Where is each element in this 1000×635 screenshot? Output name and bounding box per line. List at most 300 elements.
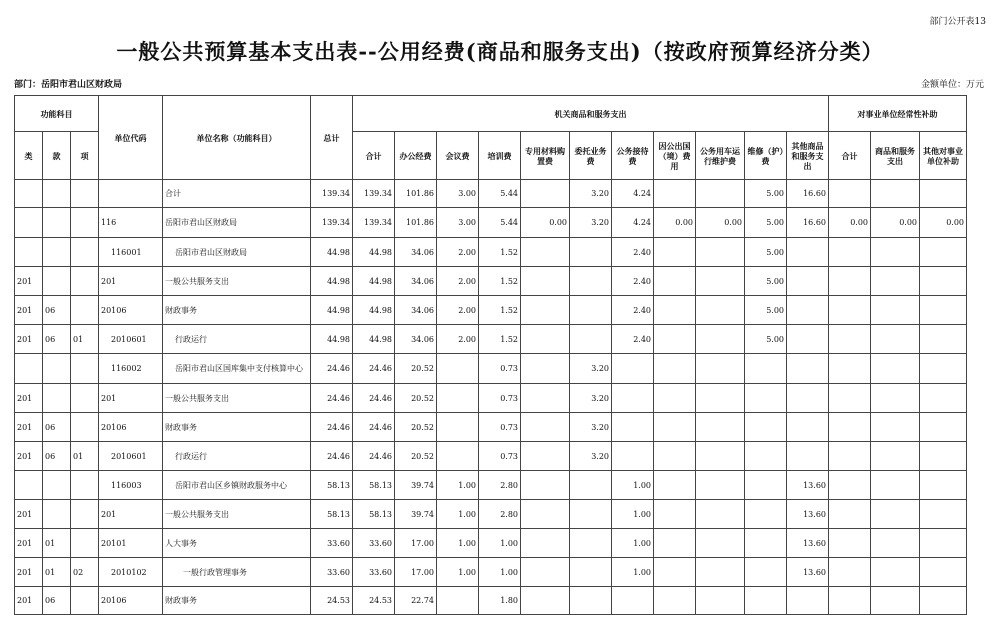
- header-lei: 类: [15, 132, 43, 180]
- cell-value: 101.86: [395, 208, 437, 238]
- cell-value: 2.00: [437, 325, 479, 354]
- header-office-col: 合计: [353, 132, 395, 180]
- header-office-col: 会议费: [437, 132, 479, 180]
- cell-value: 139.34: [353, 208, 395, 238]
- cell-value: 24.46: [353, 442, 395, 471]
- cell-value: [437, 587, 479, 615]
- cell-kuan: [43, 180, 71, 208]
- cell-lei: [15, 471, 43, 500]
- cell-value: [521, 413, 570, 442]
- cell-lei: 201: [15, 267, 43, 296]
- cell-value: [654, 180, 696, 208]
- cell-value: 33.60: [353, 558, 395, 587]
- table-row: [15, 587, 967, 615]
- header-office-col: 办公经费: [395, 132, 437, 180]
- cell-value: 2.00: [437, 238, 479, 267]
- header-group-office: 机关商品和服务支出: [353, 96, 829, 132]
- cell-value: [521, 267, 570, 296]
- table-row: [15, 238, 967, 267]
- cell-kuan: [43, 267, 71, 296]
- cell-value: 24.46: [311, 354, 353, 384]
- cell-value: 44.98: [311, 325, 353, 354]
- cell-xiang: [71, 587, 99, 615]
- cell-value: [787, 413, 829, 442]
- header-func-subject: 功能科目: [15, 96, 99, 132]
- cell-kuan: 01: [43, 529, 71, 558]
- cell-value: 1.52: [479, 238, 521, 267]
- table-row: [15, 500, 967, 529]
- table-row: [15, 180, 967, 208]
- cell-value: [745, 500, 787, 529]
- cell-value: [871, 413, 920, 442]
- cell-lei: 201: [15, 529, 43, 558]
- cell-xiang: [71, 208, 99, 238]
- cell-unit-code: 201: [99, 500, 163, 529]
- cell-unit-code: 201: [99, 384, 163, 413]
- cell-value: 24.46: [353, 354, 395, 384]
- table-row: [15, 296, 967, 325]
- cell-xiang: [71, 384, 99, 413]
- cell-value: [745, 413, 787, 442]
- header-total: 总计: [311, 96, 353, 180]
- cell-unit-code: 2010601: [99, 325, 163, 354]
- cell-value: 44.98: [311, 267, 353, 296]
- cell-value: [829, 587, 871, 615]
- cell-value: [437, 442, 479, 471]
- cell-value: [696, 180, 745, 208]
- cell-value: 16.60: [787, 180, 829, 208]
- cell-value: [829, 529, 871, 558]
- cell-value: [696, 413, 745, 442]
- cell-value: 0.73: [479, 384, 521, 413]
- header-subsidy-col: 合计: [829, 132, 871, 180]
- cell-xiang: [71, 413, 99, 442]
- cell-value: 39.74: [395, 471, 437, 500]
- cell-value: [696, 558, 745, 587]
- corner-label: 部门公开表13: [929, 17, 986, 27]
- cell-value: [696, 267, 745, 296]
- cell-value: 0.00: [521, 208, 570, 238]
- cell-value: 0.73: [479, 442, 521, 471]
- cell-value: 0.00: [696, 208, 745, 238]
- cell-kuan: 06: [43, 296, 71, 325]
- cell-value: [745, 384, 787, 413]
- cell-value: [871, 384, 920, 413]
- cell-value: 3.20: [570, 442, 612, 471]
- table-row: [15, 529, 967, 558]
- cell-value: [654, 296, 696, 325]
- cell-value: [920, 325, 967, 354]
- cell-value: [787, 238, 829, 267]
- cell-value: [654, 529, 696, 558]
- cell-value: 0.00: [920, 208, 967, 238]
- cell-value: 17.00: [395, 558, 437, 587]
- cell-value: [654, 384, 696, 413]
- cell-unit-code: 20101: [99, 529, 163, 558]
- cell-value: [871, 354, 920, 384]
- cell-value: 34.06: [395, 267, 437, 296]
- cell-value: 34.06: [395, 296, 437, 325]
- cell-lei: 201: [15, 325, 43, 354]
- cell-value: 2.80: [479, 500, 521, 529]
- header-office-col: 维修（护）费: [745, 132, 787, 180]
- cell-xiang: [71, 529, 99, 558]
- cell-xiang: [71, 296, 99, 325]
- cell-value: 24.46: [311, 384, 353, 413]
- cell-unit-code: 116003: [99, 471, 163, 500]
- cell-value: 44.98: [353, 296, 395, 325]
- header-unit-name: 单位名称（功能科目）: [163, 96, 311, 180]
- cell-value: 139.34: [311, 208, 353, 238]
- table-row: [15, 413, 967, 442]
- cell-value: [787, 587, 829, 615]
- cell-value: 44.98: [353, 325, 395, 354]
- cell-kuan: 01: [43, 558, 71, 587]
- cell-value: [871, 587, 920, 615]
- cell-lei: 201: [15, 500, 43, 529]
- cell-value: 20.52: [395, 354, 437, 384]
- cell-value: [829, 384, 871, 413]
- cell-value: 22.74: [395, 587, 437, 615]
- cell-value: 4.24: [612, 180, 654, 208]
- cell-value: 0.00: [829, 208, 871, 238]
- cell-value: [437, 413, 479, 442]
- table-row: [15, 354, 967, 384]
- cell-unit-name: 一般公共服务支出: [163, 384, 311, 413]
- cell-value: [570, 587, 612, 615]
- cell-value: 1.52: [479, 267, 521, 296]
- cell-value: 34.06: [395, 325, 437, 354]
- cell-value: 44.98: [311, 296, 353, 325]
- cell-value: [570, 558, 612, 587]
- cell-value: [829, 325, 871, 354]
- cell-lei: 201: [15, 384, 43, 413]
- cell-value: [829, 267, 871, 296]
- cell-value: [654, 587, 696, 615]
- cell-value: 1.52: [479, 296, 521, 325]
- cell-value: 2.00: [437, 296, 479, 325]
- cell-lei: 201: [15, 413, 43, 442]
- cell-value: [696, 500, 745, 529]
- cell-unit-code: [99, 180, 163, 208]
- cell-value: [654, 471, 696, 500]
- cell-value: 1.00: [612, 500, 654, 529]
- cell-lei: 201: [15, 558, 43, 587]
- cell-value: 44.98: [353, 267, 395, 296]
- cell-value: [829, 442, 871, 471]
- page-title: 一般公共预算基本支出表--公用经费(商品和服务支出)（按政府预算经济分类）: [116, 39, 884, 64]
- cell-value: 5.00: [745, 325, 787, 354]
- cell-kuan: 06: [43, 442, 71, 471]
- cell-value: 1.00: [612, 529, 654, 558]
- cell-value: 5.44: [479, 208, 521, 238]
- header-office-col: 因公出国（境）费用: [654, 132, 696, 180]
- cell-value: [787, 296, 829, 325]
- cell-value: [920, 529, 967, 558]
- cell-kuan: 06: [43, 587, 71, 615]
- cell-value: [696, 471, 745, 500]
- cell-unit-name: 岳阳市君山区乡镇财政服务中心: [163, 471, 311, 500]
- cell-value: 5.00: [745, 296, 787, 325]
- cell-unit-name: 财政事务: [163, 296, 311, 325]
- cell-value: [871, 529, 920, 558]
- cell-unit-code: 20106: [99, 413, 163, 442]
- cell-value: 3.20: [570, 208, 612, 238]
- cell-value: [654, 413, 696, 442]
- cell-unit-code: 116001: [99, 238, 163, 267]
- table-row: [15, 471, 967, 500]
- cell-value: [570, 500, 612, 529]
- cell-value: 20.52: [395, 384, 437, 413]
- cell-value: [654, 558, 696, 587]
- cell-value: [521, 500, 570, 529]
- cell-value: [521, 354, 570, 384]
- header-office-col: 委托业务费: [570, 132, 612, 180]
- cell-value: 5.00: [745, 267, 787, 296]
- cell-kuan: [43, 354, 71, 384]
- cell-value: 0.00: [654, 208, 696, 238]
- cell-value: [829, 180, 871, 208]
- cell-kuan: 06: [43, 325, 71, 354]
- cell-value: 0.73: [479, 413, 521, 442]
- cell-value: 5.00: [745, 180, 787, 208]
- cell-value: [521, 587, 570, 615]
- cell-value: [920, 558, 967, 587]
- cell-unit-name: 人大事务: [163, 529, 311, 558]
- cell-value: [696, 296, 745, 325]
- cell-value: [696, 325, 745, 354]
- cell-value: 2.40: [612, 267, 654, 296]
- cell-value: [871, 238, 920, 267]
- cell-value: [654, 500, 696, 529]
- cell-unit-code: 116002: [99, 354, 163, 384]
- cell-value: [654, 442, 696, 471]
- cell-value: 33.60: [311, 529, 353, 558]
- cell-value: 17.00: [395, 529, 437, 558]
- cell-unit-code: 2010102: [99, 558, 163, 587]
- cell-value: 5.00: [745, 208, 787, 238]
- cell-value: [521, 384, 570, 413]
- cell-value: 16.60: [787, 208, 829, 238]
- cell-kuan: [43, 384, 71, 413]
- cell-value: 13.60: [787, 529, 829, 558]
- cell-value: 1.00: [479, 529, 521, 558]
- cell-lei: [15, 238, 43, 267]
- cell-value: 0.00: [871, 208, 920, 238]
- cell-value: [920, 500, 967, 529]
- budget-table: [14, 95, 967, 615]
- cell-value: 24.46: [353, 384, 395, 413]
- cell-value: 58.13: [311, 500, 353, 529]
- cell-value: [787, 325, 829, 354]
- cell-value: 1.00: [437, 471, 479, 500]
- cell-value: 139.34: [311, 180, 353, 208]
- cell-value: [920, 354, 967, 384]
- cell-value: [745, 442, 787, 471]
- cell-unit-name: 岳阳市君山区财政局: [163, 238, 311, 267]
- cell-value: [696, 354, 745, 384]
- cell-value: [612, 354, 654, 384]
- cell-unit-code: 116: [99, 208, 163, 238]
- cell-value: [871, 558, 920, 587]
- cell-kuan: [43, 500, 71, 529]
- table-row: [15, 442, 967, 471]
- cell-value: 44.98: [353, 238, 395, 267]
- cell-value: 1.00: [479, 558, 521, 587]
- cell-value: 58.13: [353, 471, 395, 500]
- cell-xiang: [71, 354, 99, 384]
- cell-value: [920, 413, 967, 442]
- cell-value: [829, 354, 871, 384]
- cell-xiang: [71, 500, 99, 529]
- cell-unit-name: 行政运行: [163, 442, 311, 471]
- cell-value: 1.00: [437, 500, 479, 529]
- cell-value: [871, 267, 920, 296]
- header-subsidy-col: 商品和服务支出: [871, 132, 920, 180]
- table-row: [15, 558, 967, 587]
- cell-unit-code: 20106: [99, 296, 163, 325]
- cell-kuan: [43, 471, 71, 500]
- cell-value: [829, 296, 871, 325]
- cell-unit-name: 财政事务: [163, 413, 311, 442]
- cell-value: [920, 238, 967, 267]
- table-row: [15, 384, 967, 413]
- cell-unit-name: 岳阳市君山区国库集中支付核算中心: [163, 354, 311, 384]
- cell-xiang: [71, 471, 99, 500]
- cell-value: [521, 529, 570, 558]
- cell-xiang: 01: [71, 442, 99, 471]
- cell-unit-name: 一般公共服务支出: [163, 267, 311, 296]
- cell-value: 24.46: [311, 413, 353, 442]
- cell-value: [654, 267, 696, 296]
- cell-value: 3.20: [570, 384, 612, 413]
- cell-kuan: [43, 238, 71, 267]
- header-office-col: 其他商品和服务支出: [787, 132, 829, 180]
- cell-unit-name: 一般公共服务支出: [163, 500, 311, 529]
- cell-value: [745, 471, 787, 500]
- cell-xiang: 01: [71, 325, 99, 354]
- cell-value: [871, 471, 920, 500]
- cell-value: [521, 296, 570, 325]
- cell-value: 1.00: [437, 558, 479, 587]
- cell-value: 101.86: [395, 180, 437, 208]
- cell-value: 24.46: [353, 413, 395, 442]
- cell-value: 5.44: [479, 180, 521, 208]
- cell-lei: 201: [15, 442, 43, 471]
- cell-unit-name: 财政事务: [163, 587, 311, 615]
- amount-unit-label: 金额单位：万元: [920, 80, 984, 90]
- cell-value: [871, 325, 920, 354]
- header-subsidy-col: 其他对事业单位补助: [920, 132, 967, 180]
- cell-value: 34.06: [395, 238, 437, 267]
- cell-value: 3.20: [570, 413, 612, 442]
- cell-kuan: 06: [43, 413, 71, 442]
- department-label: 部门：岳阳市君山区财政局: [14, 80, 123, 90]
- cell-value: [696, 442, 745, 471]
- cell-value: 39.74: [395, 500, 437, 529]
- cell-unit-name: 岳阳市君山区财政局: [163, 208, 311, 238]
- cell-value: [654, 238, 696, 267]
- cell-value: [570, 325, 612, 354]
- cell-value: 3.00: [437, 180, 479, 208]
- cell-value: 24.53: [311, 587, 353, 615]
- cell-value: [521, 180, 570, 208]
- cell-value: 3.00: [437, 208, 479, 238]
- cell-value: 1.00: [612, 471, 654, 500]
- cell-value: [696, 529, 745, 558]
- cell-unit-code: 201: [99, 267, 163, 296]
- cell-value: [745, 558, 787, 587]
- cell-value: [612, 384, 654, 413]
- cell-value: 24.46: [311, 442, 353, 471]
- cell-value: 13.60: [787, 471, 829, 500]
- cell-value: [920, 471, 967, 500]
- cell-value: 139.34: [353, 180, 395, 208]
- cell-value: 1.80: [479, 587, 521, 615]
- cell-value: [612, 587, 654, 615]
- cell-value: [920, 442, 967, 471]
- header-unit-code: 单位代码: [99, 96, 163, 180]
- cell-value: [612, 413, 654, 442]
- cell-value: 1.00: [437, 529, 479, 558]
- cell-value: [745, 587, 787, 615]
- cell-lei: [15, 354, 43, 384]
- cell-value: [654, 325, 696, 354]
- cell-value: [829, 413, 871, 442]
- cell-lei: 201: [15, 587, 43, 615]
- table-row: [15, 208, 967, 238]
- cell-value: [570, 238, 612, 267]
- cell-unit-code: 2010601: [99, 442, 163, 471]
- cell-value: [570, 267, 612, 296]
- header-office-col: 专用材料购置费: [521, 132, 570, 180]
- cell-value: 2.00: [437, 267, 479, 296]
- cell-value: 2.40: [612, 238, 654, 267]
- cell-value: [920, 587, 967, 615]
- cell-value: [829, 500, 871, 529]
- cell-value: 24.53: [353, 587, 395, 615]
- cell-value: [696, 238, 745, 267]
- cell-lei: 201: [15, 296, 43, 325]
- cell-value: [745, 529, 787, 558]
- cell-value: [787, 354, 829, 384]
- cell-value: [654, 354, 696, 384]
- cell-value: [745, 354, 787, 384]
- header-group-subsidy: 对事业单位经常性补助: [829, 96, 967, 132]
- cell-value: [920, 384, 967, 413]
- table-row: [15, 325, 967, 354]
- cell-value: [871, 442, 920, 471]
- cell-value: [696, 587, 745, 615]
- cell-value: [521, 325, 570, 354]
- cell-value: 1.52: [479, 325, 521, 354]
- cell-unit-name: 合计: [163, 180, 311, 208]
- cell-xiang: [71, 180, 99, 208]
- cell-lei: [15, 180, 43, 208]
- cell-value: 2.40: [612, 325, 654, 354]
- cell-value: [829, 558, 871, 587]
- cell-value: [521, 238, 570, 267]
- cell-value: 33.60: [353, 529, 395, 558]
- cell-value: [437, 384, 479, 413]
- header-xiang: 项: [71, 132, 99, 180]
- cell-value: 13.60: [787, 558, 829, 587]
- cell-value: [696, 384, 745, 413]
- cell-value: 20.52: [395, 442, 437, 471]
- cell-value: 3.20: [570, 354, 612, 384]
- cell-value: 4.24: [612, 208, 654, 238]
- cell-value: [829, 471, 871, 500]
